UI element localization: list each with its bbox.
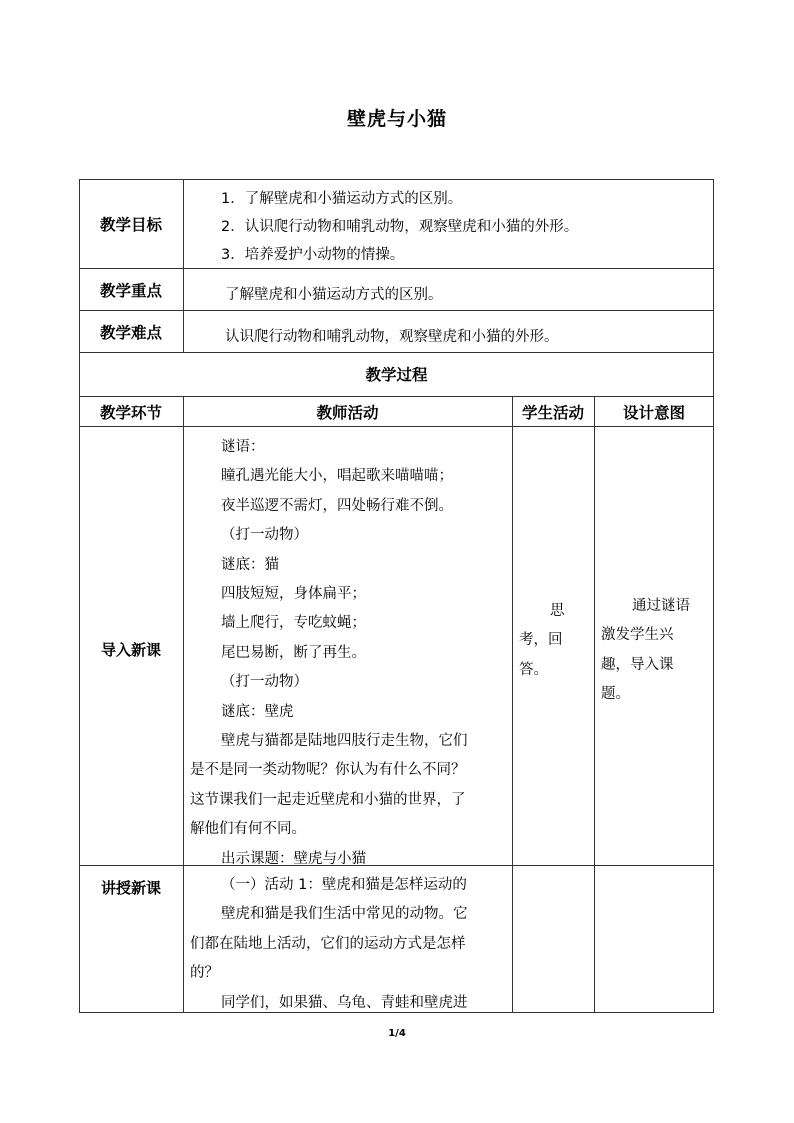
text-line: 谜底：壁虎 [221,703,294,720]
student-activity [519,597,591,685]
text-line: 壁虎和猫是我们生活中常见的动物。它 [221,906,468,923]
text-line: 谜语： [221,439,265,455]
table-rule [594,396,595,1013]
stage-label: 讲授新课 [100,879,161,897]
text-line: 瞳孔遇光能大小，唱起歌来喵喵喵； [221,468,453,485]
process-heading: 教学过程 [365,366,428,384]
page-title: 壁虎与小猫 [346,108,447,130]
text-line: 出示课题：壁虎与小猫 [221,850,366,867]
text-line: 是不是同一类动物呢？你认为有什么不同？ [190,762,466,779]
table-rule [183,396,184,1013]
table-rule [183,179,184,352]
design-intent [601,592,711,710]
text-line: 们都在陆地上活动，它们的运动方式是怎样 [190,935,466,952]
text-line: 解他们有何不同。 [190,821,306,838]
column-header-intent: 设计意图 [622,404,685,422]
teacher-activity-intro [190,433,508,874]
table-border [713,179,714,1013]
difficulty-label: 教学难点 [99,324,162,342]
text-line: 夜半巡逻不需灯，四处畅行难不倒。 [221,497,453,514]
column-header-stage: 教学环节 [99,404,162,422]
text-line: 答。 [519,661,548,678]
text-line: 四肢短短，身体扁平； [221,586,366,603]
text-line: 谜底：猫 [221,556,279,573]
text-line: 考，回 [519,632,563,649]
table-rule [512,396,513,1013]
table-rule [79,268,714,269]
text-line: 思 [550,603,565,619]
text-line: 通过谜语 [632,598,690,614]
goal-item: 3．培养爱护小动物的情操。 [221,247,405,263]
teacher-activity-new [190,871,508,1018]
column-header-teacher: 教师活动 [316,404,379,422]
text-line: 趣，导入课 [601,656,674,673]
difficulty-text: 认识爬行动物和哺乳动物，观察壁虎和小猫的外形。 [225,329,559,345]
column-header-student: 学生活动 [521,404,584,422]
text-line: 壁虎与猫都是陆地四肢行走生物，它们 [221,733,468,750]
goal-item: 1．了解壁虎和小猫运动方式的区别。 [221,191,463,207]
goals-label: 教学目标 [99,216,162,234]
text-line: 的？ [190,965,219,982]
table-rule [79,426,714,427]
text-line: 同学们，如果猫、乌龟、青蛙和壁虎进 [221,994,468,1011]
text-line: 这节课我们一起走近壁虎和小猫的世界，了 [190,791,466,808]
text-line: 激发学生兴 [601,627,674,644]
table-rule [79,396,714,397]
table-border [79,179,714,180]
table-rule [79,352,714,353]
lesson-plan-table [79,179,714,1013]
table-rule [79,310,714,311]
goal-item: 2．认识爬行动物和哺乳动物，观察壁虎和小猫的外形。 [221,219,579,235]
key-point-label: 教学重点 [99,282,162,300]
text-line: （打一动物） [221,527,308,544]
text-line: 墙上爬行，专吃蚊蝇； [221,615,366,632]
page-number: 1/4 [388,1028,406,1039]
text-line: （打一动物） [221,674,308,691]
text-line: （一）活动 1：壁虎和猫是怎样运动的 [221,877,467,893]
text-line: 题。 [601,686,630,703]
text-line: 尾巴易断，断了再生。 [221,644,366,661]
key-point-text: 了解壁虎和小猫运动方式的区别。 [225,287,443,303]
stage-label: 导入新课 [100,641,161,659]
